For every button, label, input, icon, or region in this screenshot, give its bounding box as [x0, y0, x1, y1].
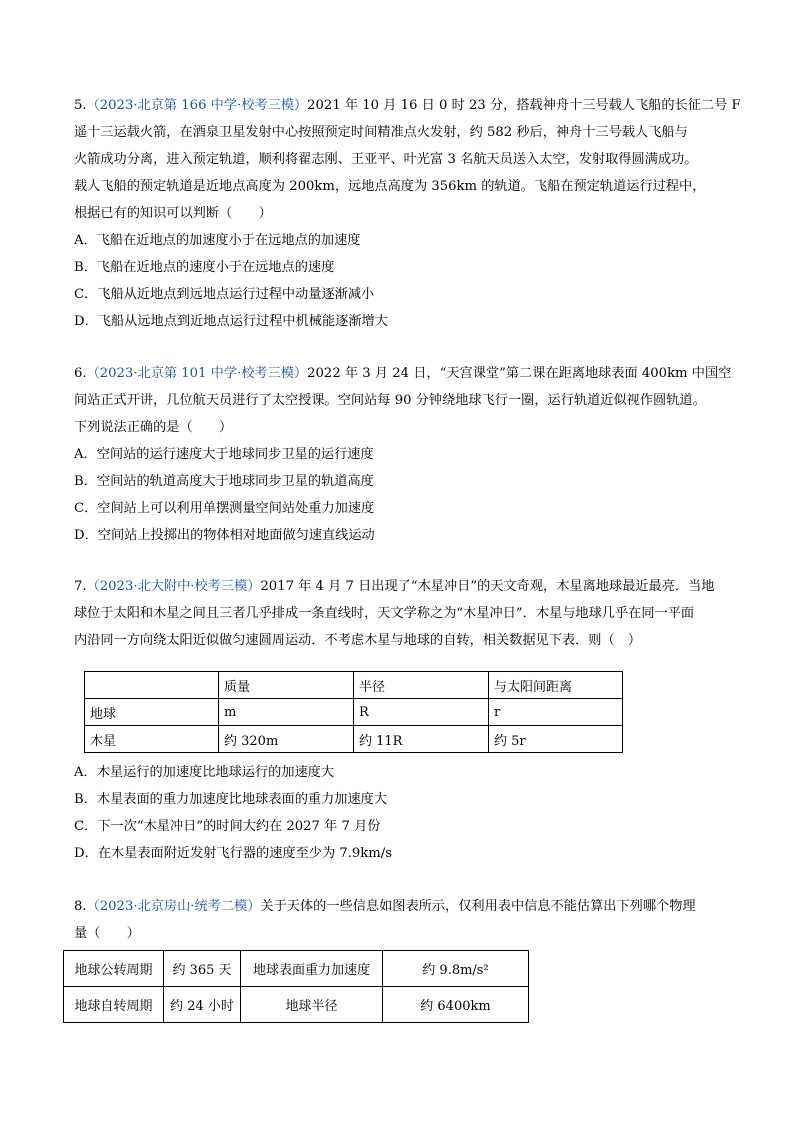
table-cell: 约 9.8m/s²	[383, 951, 529, 987]
question-text-line: 下列说法正确的是（ ）	[74, 420, 233, 435]
question-7	[74, 573, 724, 654]
question-text: 2021 年 10 月 16 日 0 时 23 分，搭载神舟十三号载人飞船的长征二号 F	[307, 98, 741, 113]
option-a: A．飞船在近地点的加速度小于在远地点的加速度	[74, 233, 361, 248]
table-cell: 地球表面重力加速度	[241, 951, 383, 987]
table-row	[85, 699, 623, 726]
table-cell: 地球自转周期	[64, 987, 164, 1023]
table-cell: m	[219, 699, 354, 726]
question-number: 5.	[74, 98, 87, 113]
question-text-line: 火箭成功分离，进入预定轨道，顺利将翟志刚、王亚平、叶光富 3 名航天员送入太空，发射取得圆满成功。	[74, 152, 698, 167]
question-6-first-line	[74, 360, 732, 387]
table-cell: 半径	[354, 672, 489, 699]
question-5-first-line	[74, 92, 741, 119]
table-cell: 约 365 天	[164, 951, 241, 987]
planet-data-table	[84, 671, 623, 753]
table-cell: 木星	[85, 726, 219, 753]
table-cell	[85, 672, 219, 699]
table-row	[85, 726, 623, 753]
option-c: C．空间站上可以利用单摆测量空间站处重力加速度	[74, 501, 375, 516]
question-text-line: 内沿同一方向绕太阳近似做匀速圆周运动．不考虑木星与地球的自转，相关数据见下表．则（ ）	[74, 633, 642, 648]
option-b: B．空间站的轨道高度大于地球同步卫星的轨道高度	[74, 474, 374, 489]
question-text-line: 球位于太阳和木星之间且三者几乎排成一条直线时，天文学称之为“木星冲日”．木星与地球几乎在同一平面	[74, 606, 695, 621]
question-source: （2023·北京第 166 中学·校考三模）	[86, 98, 308, 113]
table-cell: 地球	[85, 699, 219, 726]
question-source: （2023·北京第 101 中学·校考三模）	[86, 366, 308, 381]
question-5	[74, 92, 741, 335]
option-d: D．在木星表面附近发射飞行器的速度至少为 7.9km/s	[74, 846, 393, 861]
table-row	[64, 951, 529, 987]
question-text-line: 间站正式开讲，几位航天员进行了太空授课。空间站每 90 分钟绕地球飞行一圈，运行轨道近似视作圆轨道。	[74, 393, 706, 408]
question-7-first-line	[74, 573, 724, 600]
table-cell: R	[354, 699, 489, 726]
question-8-first-line	[74, 893, 724, 920]
option-b: B．飞船在近地点的速度小于在远地点的速度	[74, 260, 335, 275]
table-row	[64, 987, 529, 1023]
question-6	[74, 360, 732, 549]
table-cell: 与太阳间距离	[489, 672, 623, 699]
table-header-row	[85, 672, 623, 699]
question-text-line: 载人飞船的预定轨道是近地点高度为 200km，远地点高度为 356km 的轨道。飞船在预定轨道运行过程中，	[74, 179, 706, 194]
option-d: D．飞船从远地点到近地点运行过程中机械能逐渐增大	[74, 314, 388, 329]
earth-data-table	[63, 950, 529, 1023]
option-a: A．木星运行的加速度比地球运行的加速度大	[74, 765, 335, 780]
table-cell: 约 6400km	[383, 987, 529, 1023]
table-cell: 约 320m	[219, 726, 354, 753]
table-cell: 约 11R	[354, 726, 489, 753]
question-text-line: 遥十三运载火箭，在酒泉卫星发射中心按照预定时间精准点火发射，约 582 秒后，神舟十三号载人飞船与	[74, 125, 688, 140]
option-c: C．飞船从近地点到远地点运行过程中动量逐渐减小	[74, 287, 375, 302]
question-text: 2017 年 4 月 7 日出现了“木星冲日”的天文奇观，木星离地球最近最亮．当地	[260, 579, 715, 594]
table-cell: 地球半径	[241, 987, 383, 1023]
question-source: （2023·北京房山·统考二模）	[86, 899, 261, 914]
option-b: B．木星表面的重力加速度比地球表面的重力加速度大	[74, 792, 388, 807]
question-number: 6.	[74, 366, 87, 381]
option-c: C．下一次“木星冲日”的时间大约在 2027 年 7 月份	[74, 819, 381, 834]
table-cell: 地球公转周期	[64, 951, 164, 987]
question-7-options	[74, 759, 724, 867]
option-d: D．空间站上投掷出的物体相对地面做匀速直线运动	[74, 528, 375, 543]
table-cell: 约 24 小时	[164, 987, 241, 1023]
option-a: A．空间站的运行速度大于地球同步卫星的运行速度	[74, 447, 374, 462]
question-number: 7.	[74, 579, 87, 594]
question-text: 2022 年 3 月 24 日，“天宫课堂”第二课在距离地球表面 400km 中国空	[307, 366, 732, 381]
table-cell: 质量	[219, 672, 354, 699]
question-source: （2023·北大附中·校考三模）	[86, 579, 261, 594]
question-8	[74, 893, 724, 947]
question-text-line: 量（ ）	[74, 926, 140, 941]
question-number: 8.	[74, 899, 87, 914]
question-text-line: 根据已有的知识可以判断（ ）	[74, 206, 272, 221]
table-cell: 约 5r	[489, 726, 623, 753]
question-text: 关于天体的一些信息如图表所示，仅利用表中信息不能估算出下列哪个物理	[260, 899, 696, 914]
table-cell: r	[489, 699, 623, 726]
